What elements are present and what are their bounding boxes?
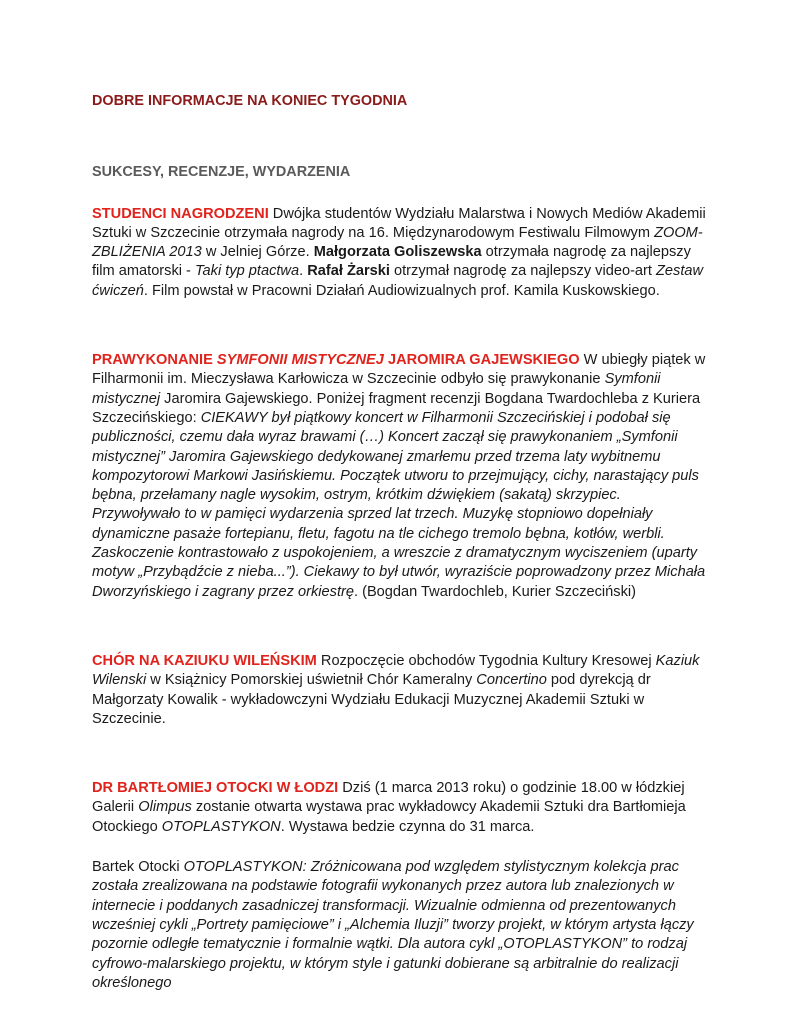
text-run: JAROMIRA GAJEWSKIEGO — [383, 352, 580, 369]
review-quote: CIEKAWY był piątkowy koncert w Filharmonii Szczecińskiej i podobał się publiczności, czemu dała wyraz brawami (…) Koncert zaczął się prawykonaniem „Symfonii mistycznej” Jaromira Gajewskiego dedykowanej zmarłemu przed trzema laty wybitnemu kompozytorowi Markowi Jasińskiemu. Początek utworu to przejmujący, cichy, narastający puls bębna, przełamany nagle wysokim, ostrym, krótkim dźwiękiem (sakatą) skrzypiec. Przywoływało to w pamięci wydarzenia sprzed lat trzech. Muzykę stopniowo dopełniały dynamiczne pasaże fortepianu, fletu, fagotu na tle cichego tremolo bębna, kotłów, werbli. Zaskoczenie kontrastowało z uspokojeniem, a wreszcie z dramatycznym wyciszeniem (uparty motyw „Przybądźcie z nieba...”). Ciekawy to był utwór, wyraziście poprowadzony przez Michała Dworzyńskiego i zagrany przez orkiestrę — [92, 409, 706, 600]
paragraph-heading — [92, 352, 580, 368]
paragraph-students-awarded — [92, 205, 712, 301]
paragraph-heading: STUDENCI NAGRODZENI — [92, 205, 269, 222]
text-run: w Jelniej Górze. — [201, 244, 314, 261]
text-run: Dziś (1 marca 2013 roku) o godzinie 18.00 w łódzkiej Galerii — [92, 780, 685, 816]
text-run: W ubiegły piątek w Filharmonii im. Mieczysława Karłowicza w Szczecinie odbyło się prawykonanie — [92, 352, 706, 388]
text-run: Zestaw ćwiczeń — [92, 263, 704, 299]
paragraph-heading: DR BARTŁOMIEJ OTOCKI W ŁODZI — [92, 780, 339, 797]
text-run: PRAWYKONANIE — [92, 352, 217, 369]
text-run: . Wystawa bedzie czynna do 31 marca. — [280, 818, 535, 835]
text-run: OTOPLASTYKON: Zróżnicowana pod względem stylistycznym kolekcja prac została zrealizowana na podstawie fotografii wykonanych przez autora lub znalezionych w internecie i poddanych zasadniczej transformacji. Wizualnie odmienna od prezentowanych wcześniej cykli „Portrety pamięciowe” i „Alchemia Iluzji” tworzy projekt, w którym artysta łączy pozornie odległe tematycznie i formalnie wątki. Dla autora cykl „OTOPLASTYKON” to rodzaj cyfrowo-malarskiego projektu, w którym style i gatunki dobierane są arbitralnie do realizacji określonego — [92, 859, 694, 991]
text-run: OTOPLASTYKON — [161, 818, 281, 835]
text-run: SYMFONII MISTYCZNEJ — [216, 352, 384, 369]
text-run: Kaziuk Wilenski — [92, 652, 700, 689]
section-subtitle: SUKCESY, RECENZJE, WYDARZENIA — [92, 164, 351, 181]
text-run: pod dyrekcją dr Małgorzaty Kowalik - wykładowczyni Wydziału Edukacji Muzycznej Akademii Sztuki w Szczecinie. — [92, 672, 651, 727]
text-run: Bartek Otocki — [92, 859, 184, 876]
text-run: Olimpus — [138, 799, 192, 816]
text-run: Jaromira Gajewskiego. Poniżej fragment recenzji Bogdana Twardochleba z Kuriera Szczecińskiego: — [92, 390, 701, 426]
paragraph-choir-kaziuk — [92, 652, 712, 729]
text-run: . (Bogdan Twardochleb, Kurier Szczeciński) — [353, 583, 636, 600]
paragraph-otocki-lodz — [92, 779, 712, 837]
text-run: Taki typ ptactwa — [194, 263, 300, 280]
paragraph-symphony-premiere — [92, 351, 712, 602]
text-run: Małgorzata Goliszewska — [313, 244, 482, 261]
paragraph-heading: CHÓR NA KAZIUKU WILEŃSKIM — [92, 652, 317, 669]
text-run: . — [299, 263, 308, 280]
page-title: DOBRE INFORMACJE NA KONIEC TYGODNIA — [92, 93, 408, 109]
text-run: otrzymał nagrodę za najlepszy video-art — [389, 263, 657, 280]
text-run: . Film powstał w Pracowni Działań Audiowizualnych prof. Kamila Kuskowskiego. — [143, 282, 660, 299]
paragraph-otoplastykon-description — [92, 858, 712, 993]
text-run: Rafał Żarski — [307, 263, 390, 280]
text-run: Rozpoczęcie obchodów Tygodnia Kultury Kresowej — [316, 652, 656, 669]
text-run: otrzymała nagrodę za najlepszy film amatorski - — [92, 244, 691, 280]
text-run: Concertino — [476, 672, 547, 689]
text-run: w Książnicy Pomorskiej uświetnił Chór Kameralny — [146, 672, 477, 689]
text-run: Symfonii mistycznej — [92, 371, 661, 407]
document-body — [92, 92, 712, 993]
text-run: ZOOM-ZBLIŻENIA 2013 — [92, 224, 703, 261]
text-run: Dwójka studentów Wydziału Malarstwa i Nowych Mediów Akademii Sztuki w Szczecinie otrzymała nagrody na 16. Międzynarodowym Festiwalu Filmowym — [92, 205, 706, 241]
text-run: zostanie otwarta wystawa prac wykładowcy Akademii Sztuki dra Bartłomieja Otockiego — [92, 799, 686, 835]
